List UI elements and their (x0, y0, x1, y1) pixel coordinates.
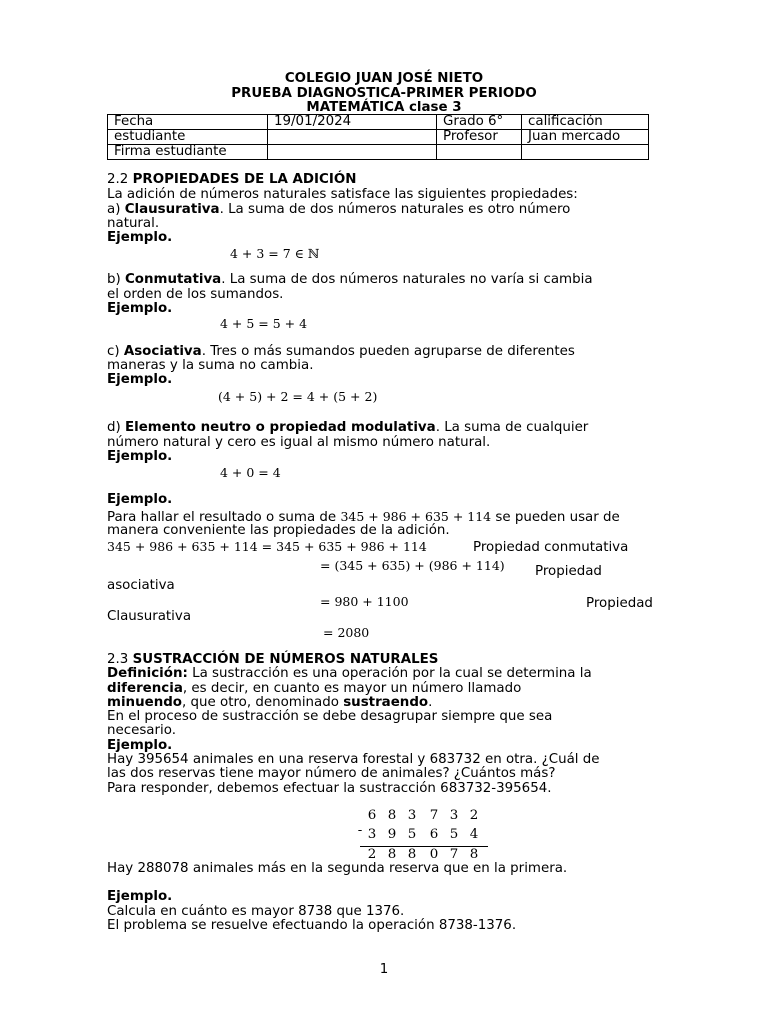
exam-title: PRUEBA DIAGNOSTICA-PRIMER PERIODO (231, 86, 537, 101)
math-step-3: = 980 + 1100 (320, 594, 409, 609)
table-cell: estudiante (108, 130, 268, 145)
step-2-label: Propiedad (535, 564, 602, 579)
table-cell: Juan mercado (522, 130, 649, 145)
property-b-cont: el orden de los sumandos. (107, 287, 284, 302)
example-label: Ejemplo. (107, 738, 173, 753)
table-cell: Fecha (108, 115, 268, 130)
example-2-label: Ejemplo. (107, 492, 173, 507)
digit: 3 (367, 827, 377, 842)
minus-sign: - (357, 823, 363, 838)
example-2-text-cont: manera conveniente las propiedades de la adición. (107, 523, 450, 538)
step-3-label-cont: Clausurativa (107, 609, 192, 624)
table-row (108, 145, 649, 160)
table-cell (522, 145, 649, 160)
digit: 7 (429, 808, 439, 823)
school-name: COLEGIO JUAN JOSÉ NIETO (284, 71, 484, 86)
digit: 6 (429, 827, 439, 842)
info-table (107, 114, 649, 160)
digit: 3 (449, 808, 459, 823)
math-asociativa: (4 + 5) + 2 = 4 + (5 + 2) (218, 389, 378, 404)
digit: 8 (387, 847, 397, 862)
subject-title: MATEMÁTICA clase 3 (306, 100, 462, 115)
property-d: d) Elemento neutro o propiedad modulativa. La suma de cualquier (107, 420, 589, 435)
section-23-heading: 2.3 SUSTRACCIÓN DE NÚMEROS NATURALES (107, 652, 439, 667)
digit: 3 (407, 808, 417, 823)
math-step-4: = 2080 (323, 625, 370, 640)
process-line-2: necesario. (107, 723, 176, 738)
definition-line-2: diferencia, es decir, en cuanto es mayor un número llamado (107, 681, 522, 696)
math-step-2: = (345 + 635) + (986 + 114) (320, 558, 505, 573)
section-22-heading: 2.2 PROPIEDADES DE LA ADICIÓN (107, 172, 357, 187)
problem-line-3: Para responder, debemos efectuar la sustracción 683732-395654. (107, 781, 552, 796)
digit: 7 (449, 847, 459, 862)
digit: 6 (367, 808, 377, 823)
example-2-text: Para hallar el resultado o suma de 345 + 986 + 635 + 114 se pueden usar de (107, 509, 620, 525)
example-label: Ejemplo. (107, 301, 173, 316)
property-d-cont: número natural y cero es igual al mismo número natural. (107, 435, 491, 450)
step-1-label: Propiedad conmutativa (473, 540, 629, 555)
table-cell (437, 145, 522, 160)
math-inline-sum: 345 + 986 + 635 + 114 (340, 509, 492, 524)
answer-line: Hay 288078 animales más en la segunda reserva que en la primera. (107, 861, 568, 876)
table-row (108, 130, 649, 145)
table-cell: Firma estudiante (108, 145, 268, 160)
property-a: a) Clausurativa. La suma de dos números naturales es otro número (107, 202, 571, 217)
table-cell (268, 130, 437, 145)
table-row (108, 115, 649, 130)
table-cell: 19/01/2024 (268, 115, 437, 130)
example-label: Ejemplo. (107, 230, 173, 245)
example-2-line-1: Calcula en cuánto es mayor 8738 que 1376. (107, 904, 405, 919)
example-label: Ejemplo. (107, 372, 173, 387)
digit: 9 (387, 827, 397, 842)
example-2-line-2: El problema se resuelve efectuando la operación 8738-1376. (107, 918, 517, 933)
step-3-label: Propiedad (586, 596, 653, 611)
step-2-label-cont: asociativa (107, 578, 175, 593)
definition-line-1: Definición: La sustracción es una operación por la cual se determina la (107, 666, 592, 681)
table-cell: calificación (522, 115, 649, 130)
digit: 2 (469, 808, 479, 823)
process-line-1: En el proceso de sustracción se debe desagrupar siempre que sea (107, 709, 553, 724)
digit: 5 (449, 827, 459, 842)
digit: 0 (429, 847, 439, 862)
math-clausurativa: 4 + 3 = 7 ∈ ℕ (230, 246, 320, 261)
table-cell (268, 145, 437, 160)
math-conmutativa: 4 + 5 = 5 + 4 (220, 316, 308, 331)
example-label: Ejemplo. (107, 889, 173, 904)
table-cell: Grado 6° (437, 115, 522, 130)
property-b: b) Conmutativa. La suma de dos números naturales no varía si cambia (107, 272, 593, 287)
property-c: c) Asociativa. Tres o más sumandos pueden agruparse de diferentes (107, 344, 575, 359)
problem-line-2: las dos reservas tiene mayor número de animales? ¿Cuántos más? (107, 766, 556, 781)
table-cell: Profesor (437, 130, 522, 145)
digit: 8 (387, 808, 397, 823)
example-label: Ejemplo. (107, 449, 173, 464)
page-number: 1 (379, 962, 389, 977)
property-a-cont: natural. (107, 216, 160, 231)
digit: 5 (407, 827, 417, 842)
section-22-intro: La adición de números naturales satisface las siguientes propiedades: (107, 187, 578, 202)
math-modulativa: 4 + 0 = 4 (220, 465, 281, 480)
digit: 4 (469, 827, 479, 842)
digit: 8 (469, 847, 479, 862)
property-c-cont: maneras y la suma no cambia. (107, 358, 314, 373)
digit: 2 (367, 847, 377, 862)
problem-line-1: Hay 395654 animales en una reserva forestal y 683732 en otra. ¿Cuál de (107, 752, 600, 767)
math-step-1: 345 + 986 + 635 + 114 = 345 + 635 + 986 + 114 (107, 539, 427, 554)
digit: 8 (407, 847, 417, 862)
definition-line-3: minuendo, que otro, denominado sustraendo. (107, 695, 433, 710)
